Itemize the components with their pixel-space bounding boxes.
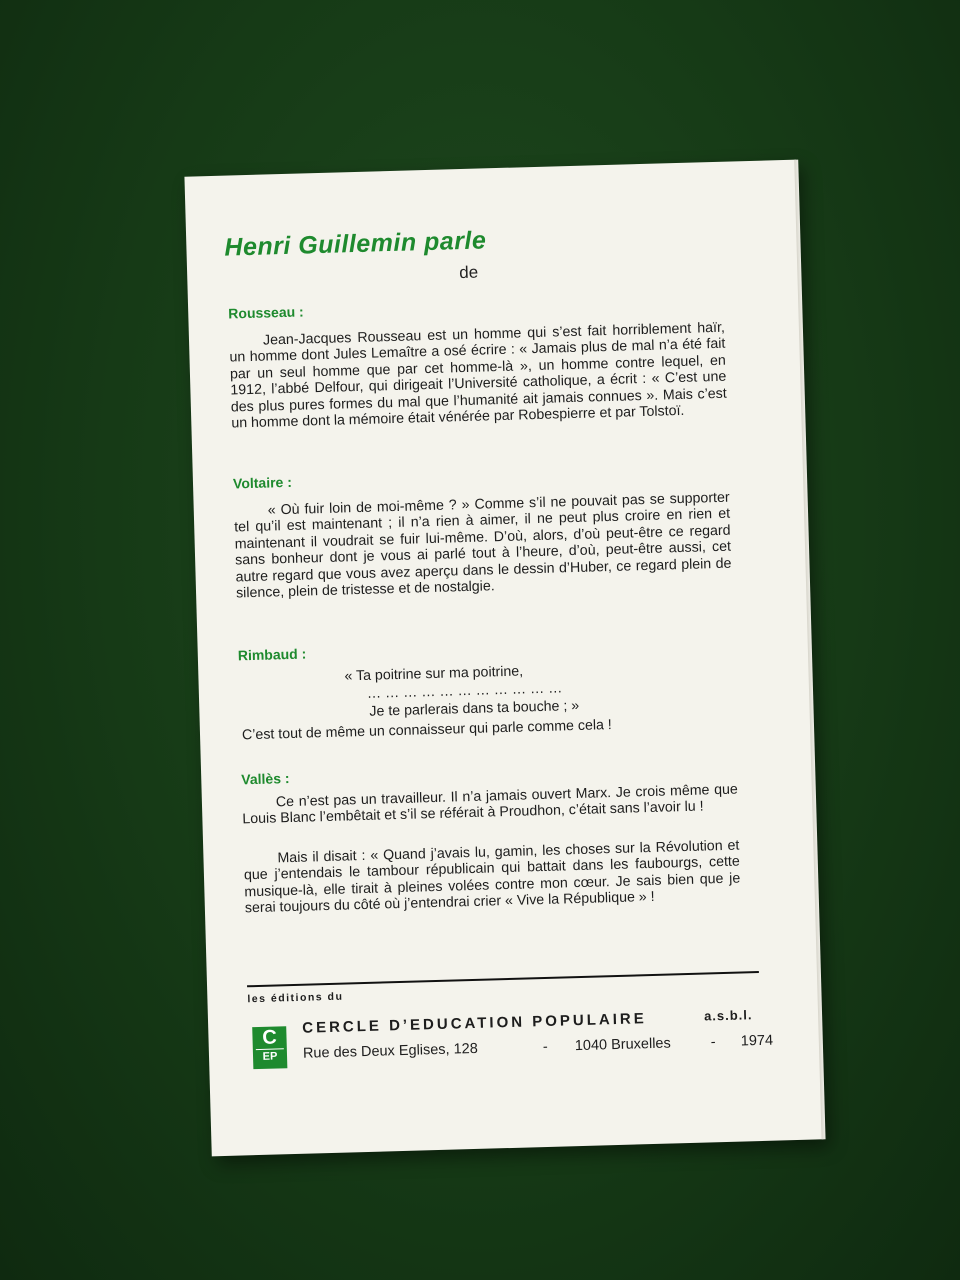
book-back-cover <box>184 160 823 1157</box>
publisher-logo-mark: C <box>261 1026 278 1049</box>
address-separator-2: - <box>710 1034 716 1051</box>
publisher-logo <box>252 1026 287 1069</box>
address-separator-1: - <box>542 1038 548 1056</box>
publisher-city: 1040 Bruxelles <box>574 1035 671 1055</box>
publisher-street: Rue des Deux Eglises, 128 <box>302 1040 479 1062</box>
section-text-valles-1: Ce n’est pas un travailleur. Il n’a jamais ouvert Marx. Je crois même que Louis Blanc l’embêtait et s’il se référait à Proudhon, c’était sans l’avoir lu ! <box>242 781 738 828</box>
publisher-legal-form: a.s.b.l. <box>703 1007 753 1024</box>
rimbaud-verse-ellipsis: … … … … … … … … … … … <box>366 680 563 702</box>
section-heading-voltaire: Voltaire : <box>232 473 293 492</box>
rimbaud-comment: C’est tout de même un connaisseur qui parle comme cela ! <box>241 717 612 744</box>
section-heading-rimbaud: Rimbaud : <box>237 645 307 664</box>
section-text-voltaire: « Où fuir loin de moi-même ? » Comme s’il ne pouvait pas se supporter tel qu’il est maintenant ; il n’a rien à aimer, il ne peut plus croire en rien et maintenant il voudrait se fuir lui-même. D’où, alors, d’où peut-être ce regard sans bonheur dont je vous ai parlé tout à l’heure, d’où, peut-être aussi, cet autre regard que vous avez aperçu dans le dessin d’Huber, ce regard plein de silence, plein de tristesse et de nostalgie. <box>234 489 732 602</box>
section-heading-rousseau: Rousseau : <box>228 303 304 322</box>
book-title: Henri Guillemin parle <box>224 226 487 262</box>
publisher-name: CERCLE D’EDUCATION POPULAIRE <box>302 1010 647 1037</box>
publication-year: 1974 <box>740 1032 774 1050</box>
section-heading-valles: Vallès : <box>241 770 290 788</box>
section-text-valles-2: Mais il disait : « Quand j’avais lu, gamin, les choses sur la Révolution et que j’entendais le tambour républicain qui battait dans les faubourgs, cette musique-là, elle tirait à pleines volées contre mon cœur. Je sais bien que je serai toujours du côté où j’entendrai crier « Vive la République » ! <box>243 837 741 917</box>
cover-edge <box>794 160 825 1140</box>
publisher-intro: les éditions du <box>247 990 344 1006</box>
book-subtitle: de <box>458 262 479 283</box>
rimbaud-verse-line-2: Je te parlerais dans ta bouche ; » <box>369 697 580 720</box>
publisher-logo-initials: EP <box>256 1048 284 1064</box>
section-text-rousseau: Jean-Jacques Rousseau est un homme qui s’est fait horriblement haïr, un homme dont Jules Lemaître a osé écrire : « Jamais plus de mal n’a été fait par un seul homme que par cet homme-là », un homme contre lequel, en 1912, l’abbé Delfour, qui dirigeait l’Université catholique, a écrit : « C’est une des plus pures formes du mal que l’humanité ait jamais connues ». Mais c’est un homme dont la mémoire était vénérée par Robespierre et par Tolstoï. <box>229 319 727 432</box>
footer-divider <box>247 971 759 987</box>
rimbaud-verse-line-1: « Ta poitrine sur ma poitrine, <box>344 663 524 685</box>
